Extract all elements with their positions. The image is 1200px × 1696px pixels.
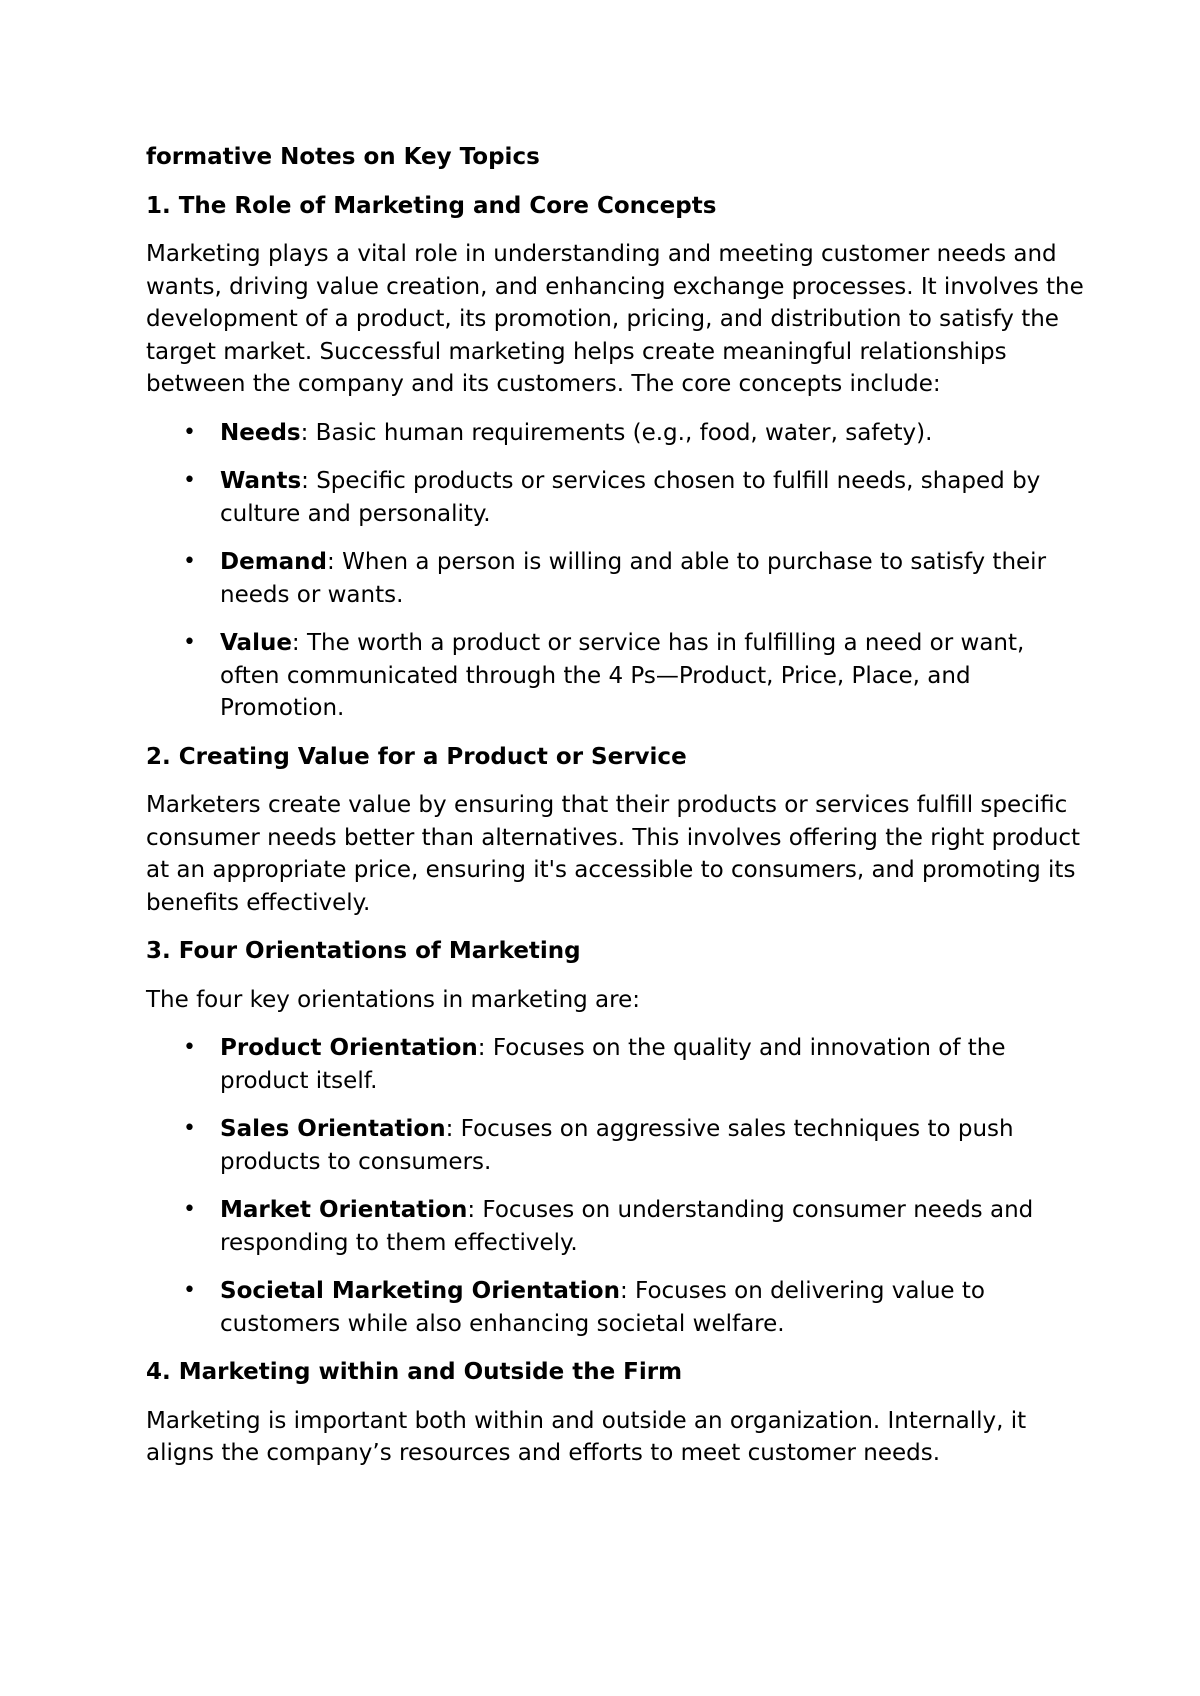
bullet-icon: • bbox=[183, 1197, 196, 1222]
list-item-product-orientation bbox=[146, 1032, 1086, 1097]
list-item-wants bbox=[146, 465, 1086, 530]
list-item-societal-marketing-orientation bbox=[146, 1275, 1086, 1340]
section-heading-within-outside-firm: 4. Marketing within and Outside the Firm bbox=[146, 1359, 683, 1385]
section-paragraph-within-outside-firm: Marketing is important both within and outside an organization. Internally, it aligns the company’s resources and efforts to meet customer needs. bbox=[146, 1407, 1027, 1466]
term-label: Societal Marketing Orientation bbox=[220, 1278, 620, 1304]
term-description: : Focuses on understanding consumer needs and responding to them effectively. bbox=[220, 1197, 1034, 1256]
section-paragraph-creating-value: Marketers create value by ensuring that their products or services fulfill specific consumer needs better than alternatives. This involves offering the right product at an appropriate price, ensuring it's accessible to consumers, and promoting its benefits effectively. bbox=[146, 792, 1081, 916]
term-label: Wants bbox=[220, 468, 302, 494]
section-paragraph-four-orientations: The four key orientations in marketing are: bbox=[146, 986, 641, 1013]
list-item-sales-orientation bbox=[146, 1113, 1086, 1178]
bullet-icon: • bbox=[183, 1278, 196, 1303]
bullet-icon: • bbox=[183, 468, 196, 493]
term-description: : Specific products or services chosen to fulfill needs, shaped by culture and personality. bbox=[220, 468, 1041, 527]
term-description: : The worth a product or service has in fulfilling a need or want, often communicated through the 4 Ps—Product, Price, Place, and Promotion. bbox=[220, 630, 1025, 721]
term-label: Value bbox=[220, 630, 292, 656]
section-heading-creating-value: 2. Creating Value for a Product or Service bbox=[146, 743, 687, 770]
list-item-needs bbox=[146, 417, 1086, 450]
term-label: Demand bbox=[220, 549, 328, 575]
term-description: : When a person is willing and able to purchase to satisfy their needs or wants. bbox=[220, 549, 1047, 608]
bullet-icon: • bbox=[183, 1035, 196, 1060]
term-label: Market Orientation bbox=[220, 1197, 468, 1223]
bullet-icon: • bbox=[183, 630, 196, 655]
term-description: : Focuses on delivering value to customers while also enhancing societal welfare. bbox=[220, 1278, 985, 1337]
term-label: Needs bbox=[220, 419, 301, 446]
section-heading-four-orientations: 3. Four Orientations of Marketing bbox=[146, 938, 581, 964]
term-description: : Basic human requirements (e.g., food, water, safety). bbox=[300, 419, 933, 446]
term-description: : Focuses on the quality and innovation of the product itself. bbox=[220, 1035, 1006, 1094]
bullet-icon: • bbox=[183, 549, 196, 574]
section-heading-role-of-marketing: 1. The Role of Marketing and Core Concepts bbox=[146, 192, 717, 219]
document-title: formative Notes on Key Topics bbox=[146, 144, 540, 170]
core-concepts-list bbox=[146, 417, 1086, 725]
bullet-icon: • bbox=[183, 419, 196, 445]
term-label: Sales Orientation bbox=[220, 1116, 446, 1142]
section-paragraph-role-of-marketing: Marketing plays a vital role in understanding and meeting customer needs and wants, driving value creation, and enhancing exchange processes. It involves the development of a product, its promotion, pricing, and distribution to satisfy the target market. Successful marketing helps create meaningful relationships between the company and its customers. The core concepts include: bbox=[146, 241, 1084, 397]
bullet-icon: • bbox=[183, 1116, 196, 1141]
orientations-list bbox=[146, 1032, 1086, 1340]
term-description: : Focuses on aggressive sales techniques to push products to consumers. bbox=[220, 1116, 1014, 1175]
document-page bbox=[146, 141, 1086, 1486]
list-item-market-orientation bbox=[146, 1194, 1086, 1259]
list-item-demand bbox=[146, 546, 1086, 611]
list-item-value bbox=[146, 627, 1086, 725]
term-label: Product Orientation bbox=[220, 1035, 478, 1061]
